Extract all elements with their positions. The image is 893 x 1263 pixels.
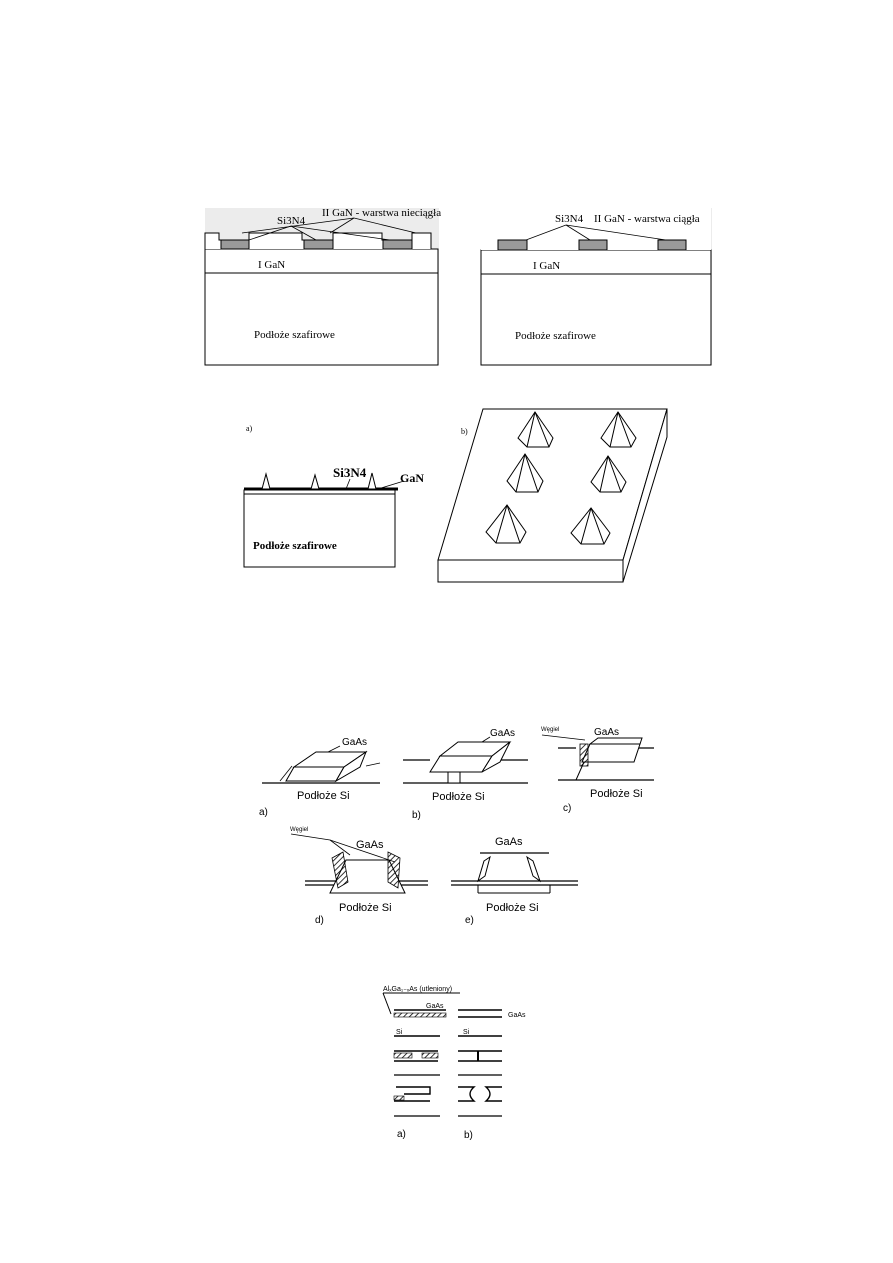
panel-tag: a) bbox=[397, 1129, 406, 1140]
figure2-panel-a bbox=[244, 424, 424, 567]
si3n4-pad bbox=[383, 240, 412, 249]
alga-as-label: AlₓGa₁₋ₓAs (utleniony) bbox=[383, 986, 453, 993]
carbon-label: Węgiel bbox=[541, 727, 560, 733]
gan-label: GaN bbox=[400, 471, 424, 485]
substrate-label: Podłoże Si bbox=[339, 902, 392, 914]
substrate-label: Podłoże szafirowe bbox=[254, 329, 335, 341]
figure4 bbox=[383, 986, 526, 1141]
si3n4-pad bbox=[221, 240, 249, 249]
substrate-label: Podłoże szafirowe bbox=[253, 540, 337, 552]
si-label-right: Si bbox=[463, 1029, 470, 1036]
figure3-d bbox=[290, 827, 428, 926]
panel-tag: c) bbox=[563, 803, 572, 814]
figure3-a bbox=[259, 737, 380, 818]
figure2-panel-b bbox=[438, 409, 667, 582]
figure3-c bbox=[541, 727, 654, 814]
figure3-b bbox=[403, 728, 528, 821]
top-layer-label: II GaN - warstwa ciągła bbox=[594, 213, 700, 225]
substrate-label: Podłoże Si bbox=[590, 788, 643, 800]
material-label: GaAs bbox=[594, 727, 620, 738]
substrate-label: Podłoże Si bbox=[486, 902, 539, 914]
si3n4-pad bbox=[658, 240, 686, 250]
top-layer-label: II GaN - warstwa nieciągła bbox=[322, 207, 442, 219]
si3n4-pad bbox=[304, 240, 333, 249]
si-label-left: Si bbox=[396, 1029, 403, 1036]
material-label: GaAs bbox=[490, 728, 516, 739]
gan-layer-label: I GaN bbox=[258, 259, 286, 271]
panel-tag: b) bbox=[464, 1130, 473, 1141]
material-label: GaAs bbox=[356, 839, 384, 851]
panel-tag: e) bbox=[465, 915, 474, 926]
figure3-e bbox=[451, 836, 578, 926]
si3n4-label: Si3N4 bbox=[277, 215, 306, 227]
material-label: GaAs bbox=[342, 737, 368, 748]
panel-tag: d) bbox=[315, 915, 324, 926]
panel-tag: b) bbox=[461, 427, 468, 436]
substrate-label: Podłoże Si bbox=[432, 791, 485, 803]
gan-layer-label: I GaN bbox=[533, 260, 561, 272]
figure1-right-panel bbox=[481, 208, 712, 365]
material-label: GaAs bbox=[495, 836, 523, 848]
panel-tag: a) bbox=[246, 424, 253, 433]
gaas-label-left: GaAs bbox=[426, 1003, 444, 1010]
figure1-left-panel bbox=[205, 207, 441, 365]
carbon-label: Węgiel bbox=[290, 827, 309, 833]
substrate-label: Podłoże szafirowe bbox=[515, 330, 596, 342]
si3n4-pad bbox=[579, 240, 607, 250]
panel-tag: b) bbox=[412, 810, 421, 821]
substrate-label: Podłoże Si bbox=[297, 790, 350, 802]
si3n4-pad bbox=[498, 240, 527, 250]
panel-tag: a) bbox=[259, 807, 268, 818]
gaas-label-right: GaAs bbox=[508, 1012, 526, 1019]
si3n4-label: Si3N4 bbox=[333, 465, 367, 480]
si3n4-label: Si3N4 bbox=[555, 213, 584, 225]
